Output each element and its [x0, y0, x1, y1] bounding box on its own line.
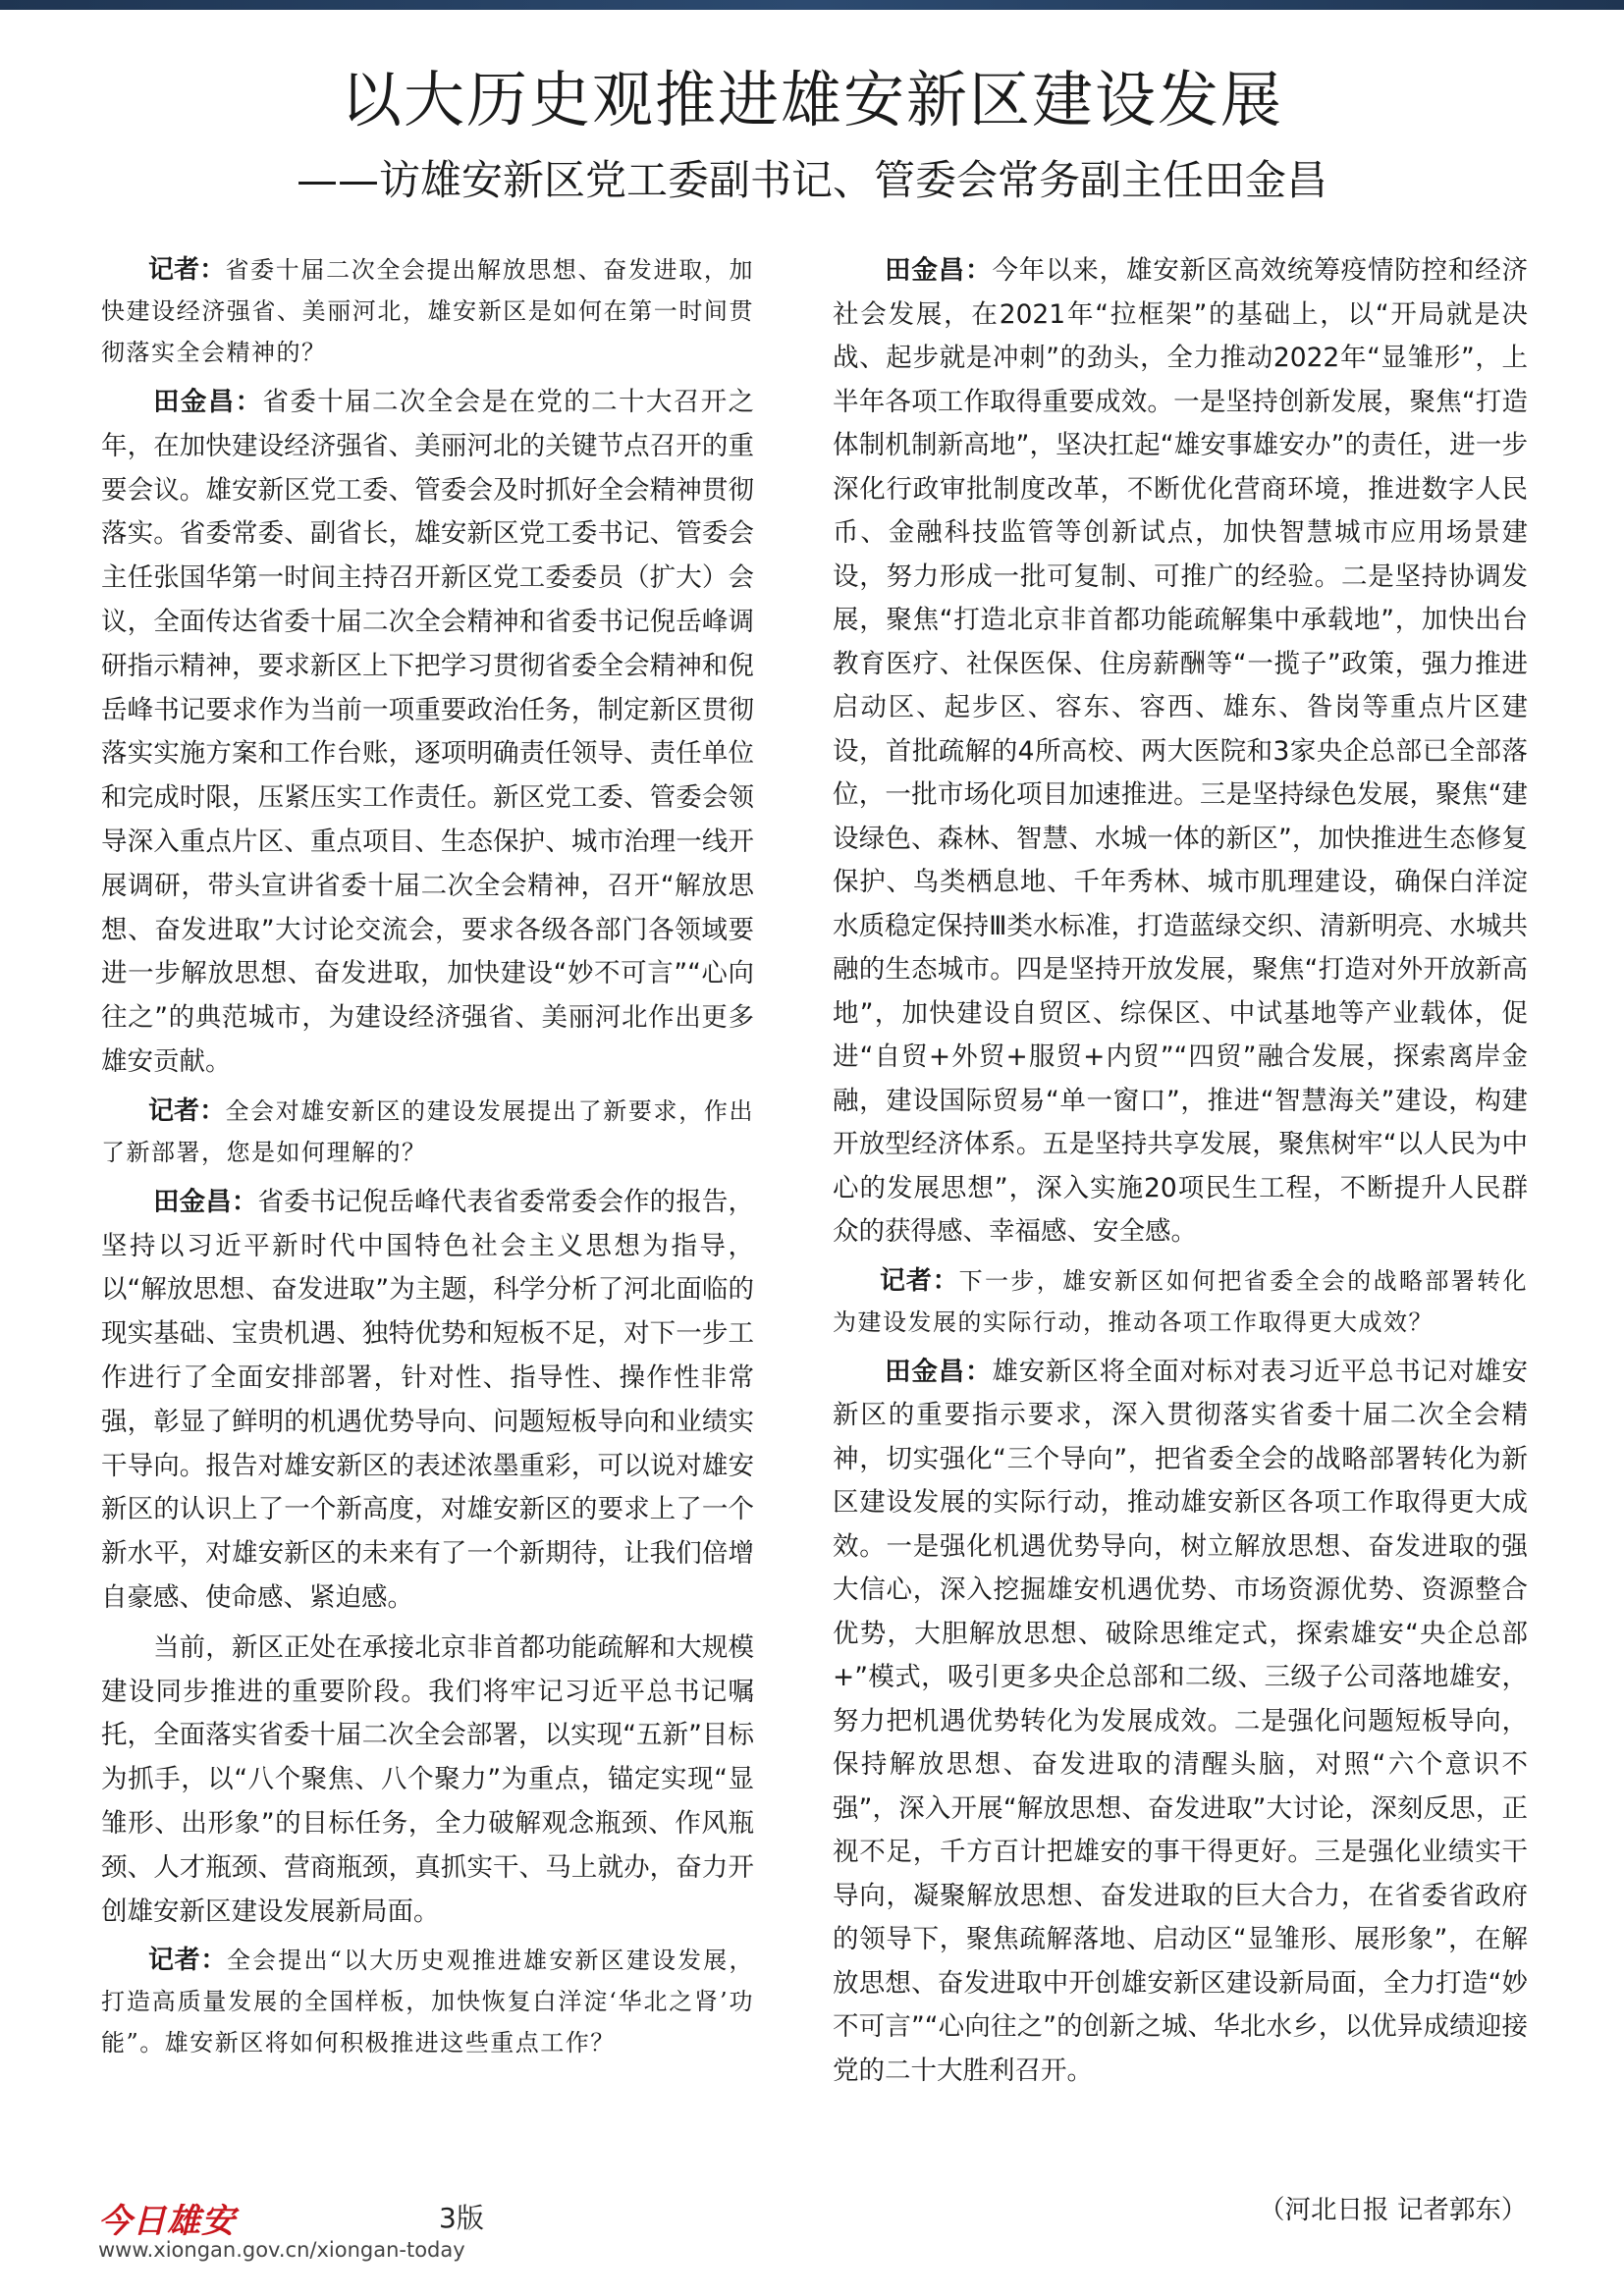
paragraph-text: 省委书记倪岳峰代表省委常委会作的报告，坚持以习近平新时代中国特色社会主义思想为指导，以“解放思想、奋发进取”为主题，科学分析了河北面临的现实基础、宝贵机遇、独特优势和短板不足，对下一步工作进行了全面安排部署，针对性、指导性、操作性非常强，彰显了鲜明的机遇优势导向、问题短板导向和业绩实干导向。报告对雄安新区的表述浓墨重彩，可以说对雄安新区的认识上了一个新高度，对雄安新区的要求上了一个新水平，对雄安新区的未来有了一个新期待，让我们倍增自豪感、使命感、紧迫感。: [101, 1186, 755, 1613]
paragraph-text: 省委十届二次全会是在党的二十大召开之年，在加快建设经济强省、美丽河北的关键节点召开的重要会议。雄安新区党工委、管委会及时抓好全会精神贯彻落实。省委常委、副省长，雄安新区党工委书记、管委会主任张国华第一时间主持召开新区党工委委员（扩大）会议，全面传达省委十届二次全会精神和省委书记倪岳峰调研指示精神，要求新区上下把学习贯彻省委全会精神和倪岳峰书记要求作为当前一项重要政治任务，制定新区贯彻落实实施方案和工作台账，逐项明确责任领导、责任单位和完成时限，压紧压实工作责任。新区党工委、管委会领导深入重点片区、重点项目、生态保护、城市治理一线开展调研，带头宣讲省委十届二次全会精神，召开“解放思想、奋发进取”大讨论交流会，要求各级各部门各领域要进一步解放思想、奋发进取，加快建设“妙不可言”“心向往之”的典范城市，为建设经济强省、美丽河北作出更多雄安贡献。: [101, 387, 755, 1077]
answer-paragraph: [101, 381, 754, 1085]
question-paragraph: [101, 249, 754, 373]
answer-paragraph: [833, 1351, 1528, 2094]
question-paragraph: [833, 1260, 1528, 1343]
answer-paragraph: [101, 1181, 754, 1621]
paragraph-text: 当前，新区正处在承接北京非首都功能疏解和大规模建设同步推进的重要阶段。我们将牢记习近平总书记嘱托，全面落实省委十届二次全会部署，以实现“五新”目标为抓手，以“八个聚焦、八个聚力”为重点，锚定实现“显雏形、出形象”的目标任务，全力破解观念瓶颈、作风瓶颈、人才瓶颈、营商瓶颈，真抓实干、马上就办，奋力开创雄安新区建设发展新局面。: [101, 1631, 754, 1927]
paragraph-text: 今年以来，雄安新区高效统筹疫情防控和经济社会发展，在2021年“拉框架”的基础上，以“开局就是决战、起步就是冲刺”的劲头，全力推动2022年“显雏形”，上半年各项工作取得重要成效。一是坚持创新发展，聚焦“打造体制机制新高地”，坚决扛起“雄安事雄安办”的责任，进一步深化行政审批制度改革，不断优化营商环境，推进数字人民币、金融科技监管等创新试点，加快智慧城市应用场景建设，努力形成一批可复制、可推广的经验。二是坚持协调发展，聚焦“打造北京非首都功能疏解集中承载地”，加快出台教育医疗、社保医保、住房薪酬等“一揽子”政策，强力推进启动区、起步区、容东、容西、雄东、昝岗等重点片区建设，首批疏解的4所高校、两大医院和3家央企总部已全部落位，一批市场化项目加速推进。三是坚持绿色发展，聚焦“建设绿色、森林、智慧、水城一体的新区”，加快推进生态修复保护、鸟类栖息地、千年秀林、城市肌理建设，确保白洋淀水质稳定保持Ⅲ类水标准，打造蓝绿交织、清新明亮、水城共融的生态城市。四是坚持开放发展，聚焦“打造对外开放新高地”，加快建设自贸区、综保区、中试基地等产业载体，促进“自贸+外贸+服贸+内贸”“四贸”融合发展，探索离岸金融，建设国际贸易“单一窗口”，推进“智慧海关”建设，构建开放型经济体系。五是坚持共享发展，聚焦树牢“以人民为中心的发展思想”，深入实施20项民生工程，不断提升人民群众的获得感、幸福感、安全感。: [833, 255, 1529, 1247]
paragraph-text: 雄安新区将全面对标对表习近平总书记对雄安新区的重要指示要求，深入贯彻落实省委十届二次全会精神，切实强化“三个导向”，把省委全会的战略部署转化为新区建设发展的实际行动，推动雄安新区各项工作取得更大成效。一是强化机遇优势导向，树立解放思想、奋发进取的强大信心，深入挖掘雄安机遇优势、市场资源优势、资源整合优势，大胆解放思想、破除思维定式，探索雄安“央企总部+”模式，吸引更多央企总部和二级、三级子公司落地雄安，努力把机遇优势转化为发展成效。二是强化问题短板导向，保持解放思想、奋发进取的清醒头脑，对照“六个意识不强”，深入开展“解放思想、奋发进取”大讨论，深刻反思，正视不足，千方百计把雄安的事干得更好。三是强化业绩实干导向，凝聚解放思想、奋发进取的巨大合力，在省委省政府的领导下，聚焦疏解落地、启动区“显雏形、展形象”，在解放思想、奋发进取中开创雄安新区建设新局面，全力打造“妙不可言”“心向往之”的创新之城、华北水乡，以优异成绩迎接党的二十大胜利召开。: [833, 1356, 1529, 2086]
article-title: 以大历史观推进雄安新区建设发展: [340, 64, 1283, 135]
article-byline: （河北日报 记者郭东）: [1259, 2195, 1528, 2225]
right-column: [833, 249, 1528, 2099]
article-subtitle: ——访雄安新区党工委副书记、管委会常务副主任田金昌: [296, 156, 1327, 204]
speaker-label: 记者：: [148, 1095, 226, 1126]
page-label: 3版: [439, 2202, 484, 2234]
paragraph-text: 省委十届二次全会提出解放思想、奋发进取，加快建设经济强省、美丽河北，雄安新区是如何在第一时间贯彻落实全会精神的？: [101, 256, 754, 366]
paragraph-text: 下一步，雄安新区如何把省委全会的战略部署转化为建设发展的实际行动，推动各项工作取得更大成效？: [833, 1266, 1528, 1336]
speaker-label: 记者：: [148, 1946, 227, 1976]
speaker-label: 田金昌：: [885, 1356, 993, 1387]
answer-paragraph: [833, 249, 1528, 1255]
top-accent-bar: [0, 0, 1624, 10]
paragraph-text: 全会对雄安新区的建设发展提出了新要求，作出了新部署，您是如何理解的？: [101, 1096, 754, 1166]
question-paragraph: [101, 1940, 754, 2063]
answer-paragraph: [101, 1627, 754, 1935]
publication-logo: 今日雄安: [98, 2202, 236, 2241]
speaker-label: 田金昌：: [153, 1186, 258, 1217]
footer-url-link[interactable]: www.xiongan.gov.cn/xiongan-today: [98, 2238, 465, 2262]
speaker-label: 记者：: [880, 1265, 959, 1296]
speaker-label: 记者：: [148, 255, 226, 285]
paragraph-text: 全会提出“以大历史观推进雄安新区建设发展，打造高质量发展的全国样板，加快恢复白洋淀‘华北之肾’功能”。雄安新区将如何积极推进这些重点工作？: [101, 1947, 754, 2057]
speaker-label: 田金昌：: [885, 255, 993, 286]
speaker-label: 田金昌：: [153, 387, 263, 417]
question-paragraph: [101, 1091, 754, 1173]
left-column: [101, 249, 754, 2071]
